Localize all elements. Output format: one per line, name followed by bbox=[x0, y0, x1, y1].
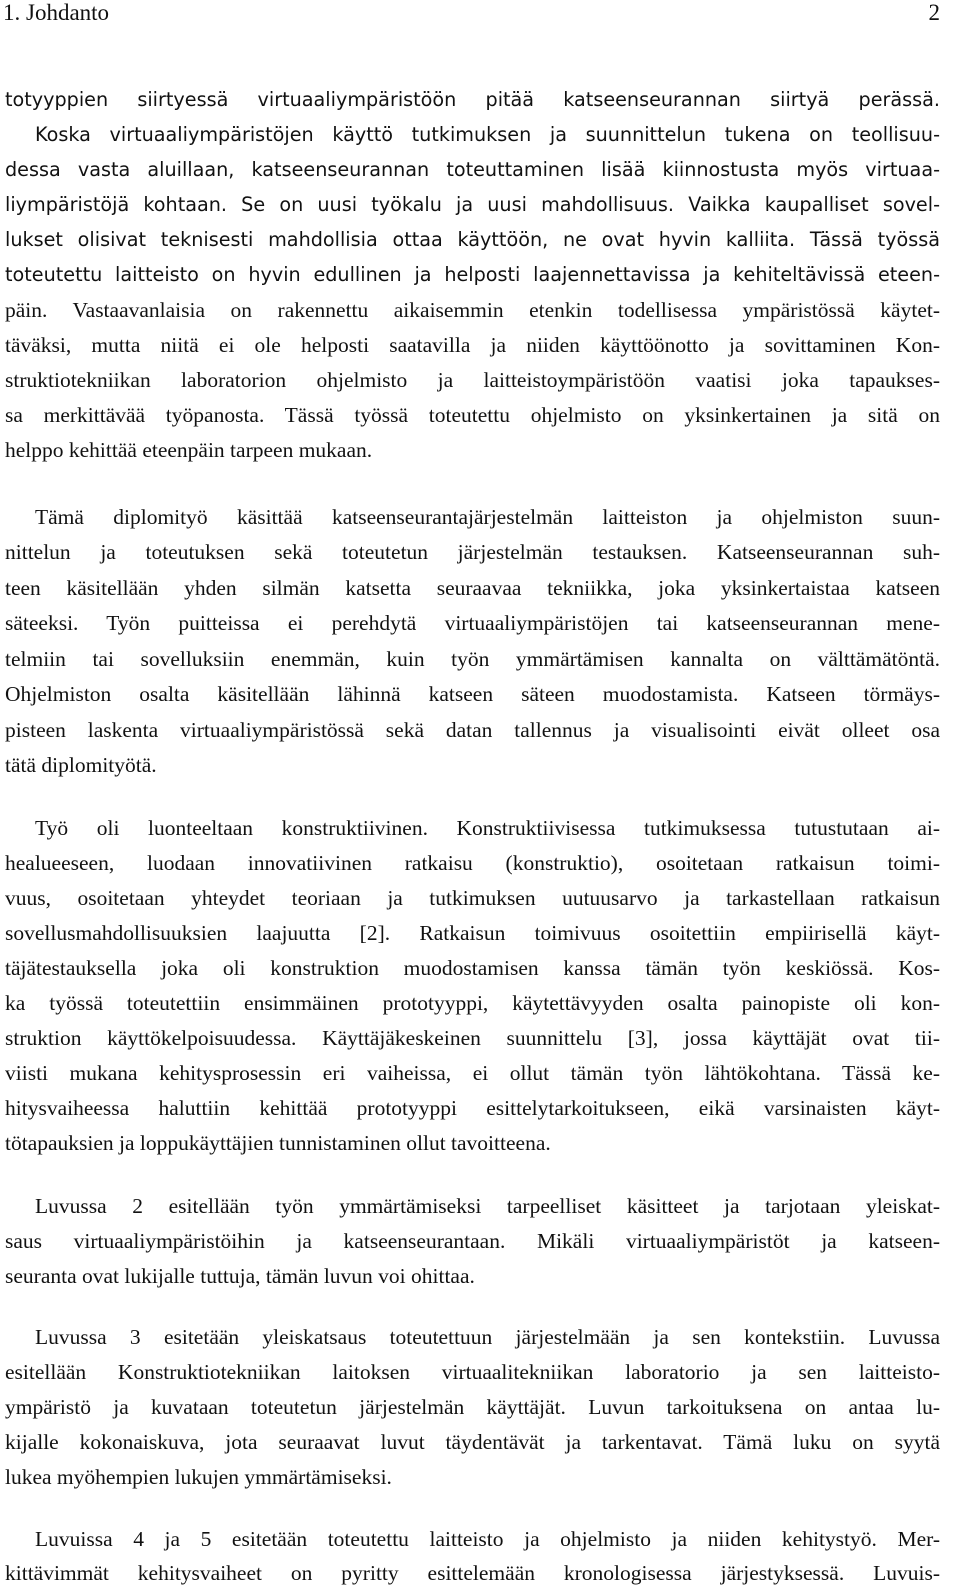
text-line: struktiotekniikan laboratorion ohjelmisto ja laitteistoympäristöön vaatisi joka tapaukses- bbox=[5, 368, 940, 392]
page-header bbox=[0, 0, 960, 30]
text-line: ka työssä toteutettiin ensimmäinen prototyyppi, käytettävyyden osalta painopiste oli kon- bbox=[5, 991, 940, 1015]
text-line: hitysvaiheessa haluttiin kehittää prototyyppi esittelytarkoitukseen, eikä varsinaisten käyt- bbox=[5, 1096, 940, 1120]
text-line: telmiin tai sovelluksiin enemmän, kuin työn ymmärtämisen kannalta on välttämätöntä. bbox=[5, 647, 940, 671]
text-line: Luvuissa 4 ja 5 esitetään toteutettu laitteisto ja ohjelmisto ja niiden kehitystyö. Mer- bbox=[35, 1527, 940, 1551]
text-line: struktion käyttökelpoisuudessa. Käyttäjäkeskeinen suunnittelu [3], jossa käyttäjät ovat tii- bbox=[5, 1026, 940, 1050]
text-line: liympäristöjä kohtaan. Se on uusi työkalu ja uusi mahdollisuus. Vaikka kaupalliset sovel- bbox=[5, 193, 940, 216]
text-line: tötapauksien ja loppukäyttäjien tunnistaminen ollut tavoitteena. bbox=[5, 1131, 551, 1155]
text-line: helppo kehittää eteenpäin tarpeen mukaan. bbox=[5, 438, 373, 462]
text-line: tätä diplomityötä. bbox=[5, 753, 157, 777]
text-line: Luvussa 3 esitetään yleiskatsaus toteutettuun järjestelmään ja sen kontekstiin. Luvussa bbox=[35, 1325, 940, 1349]
text-line: vuus, osoitetaan yhteydet teoriaan ja tutkimuksen uutuusarvo ja tarkastellaan ratkaisun bbox=[5, 886, 940, 910]
text-line: totyyppien siirtyessä virtuaaliympäristöön pitää katseenseurannan siirtyä perässä. bbox=[5, 88, 940, 111]
text-line: pisteen laskenta virtuaaliympäristössä sekä datan tallennus ja visualisointi eivät olleet osa bbox=[5, 718, 940, 742]
text-line: sa merkittävää työpanosta. Tässä työssä toteutettu ohjelmisto on yksinkertainen ja sitä on bbox=[5, 403, 940, 427]
text-line: kijalle kokonaiskuva, jota seuraavat luvut täydentävät ja tarkentavat. Tämä luku on syytä bbox=[5, 1430, 940, 1454]
text-line: täjätestauksella joka oli konstruktion muodostamisen kanssa tämän työn keskiössä. Kos- bbox=[5, 956, 940, 980]
text-line: nittelun ja toteutuksen sekä toteutetun järjestelmän testauksen. Katseenseurannan suh- bbox=[5, 540, 940, 564]
text-line: viisti mukana kehitysprosessin eri vaiheissa, ei ollut tämän työn lähtökohtana. Tässä ke- bbox=[5, 1061, 940, 1085]
text-line: ympäristö ja kuvataan toteutetun järjestelmän käyttäjät. Luvun tarkoituksena on antaa lu- bbox=[5, 1395, 940, 1419]
text-line: seuranta ovat lukijalle tuttuja, tämän luvun voi ohittaa. bbox=[5, 1264, 475, 1288]
text-line: esitellään Konstruktiotekniikan laitoksen virtuaalitekniikan laboratorio ja sen laitteisto- bbox=[5, 1360, 940, 1384]
text-line: kittävimmät kehitysvaiheet on pyritty esittelemään kronologisessa järjestyksessä. Luvuis- bbox=[5, 1561, 940, 1585]
text-line: Ohjelmiston osalta käsitellään lähinnä katseen säteen muodostamista. Katseen törmäys- bbox=[5, 682, 940, 706]
text-line: dessa vasta aluillaan, katseenseurannan toteuttaminen lisää kiinnostusta myös virtuaa- bbox=[5, 158, 940, 181]
text-line: saus virtuaaliympäristöihin ja katseenseurantaan. Mikäli virtuaaliympäristöt ja katseen- bbox=[5, 1229, 940, 1253]
text-line: teen käsitellään yhden silmän katsetta seuraavaa tekniikka, joka yksinkertaistaa katseen bbox=[5, 576, 940, 600]
text-line: toteutettu laitteisto on hyvin edullinen ja helposti laajennettavissa ja kehiteltävissä eteen- bbox=[5, 263, 940, 286]
text-line: Luvussa 2 esitellään työn ymmärtämiseksi tarpeelliset käsitteet ja tarjotaan yleiskat- bbox=[35, 1194, 940, 1218]
text-line: lukset olisivat teknisesti mahdollisia ottaa käyttöön, ne ovat hyvin kalliita. Tässä työssä bbox=[5, 228, 940, 251]
chapter-heading: 1. Johdanto bbox=[3, 0, 110, 25]
text-line: sovellusmahdollisuuksien laajuutta [2]. Ratkaisun toimivuus osoitettiin empiirisellä käyt- bbox=[5, 921, 940, 945]
page-number: 2 bbox=[928, 0, 940, 25]
text-line: lukea myöhempien lukujen ymmärtämiseksi. bbox=[5, 1465, 392, 1489]
text-line: täväksi, mutta niitä ei ole helposti saatavilla ja niiden käyttöönotto ja sovittaminen Kon- bbox=[5, 333, 940, 357]
text-line: Tämä diplomityö käsittää katseenseurantajärjestelmän laitteiston ja ohjelmiston suun- bbox=[35, 505, 940, 529]
text-line: säteeksi. Työn puitteissa ei perehdytä virtuaaliympäristöjen tai katseenseurannan mene- bbox=[5, 611, 940, 635]
text-line: healueeseen, luodaan innovatiivinen ratkaisu (konstruktio), osoitetaan ratkaisun toimi- bbox=[5, 851, 940, 875]
text-line: Koska virtuaaliympäristöjen käyttö tutkimuksen ja suunnittelun tukena on teollisuu- bbox=[35, 123, 940, 146]
text-line: päin. Vastaavanlaisia on rakennettu aikaisemmin etenkin todellisessa ympäristössä käytet- bbox=[5, 298, 940, 322]
text-line: Työ oli luonteeltaan konstruktiivinen. Konstruktiivisessa tutkimuksessa tutustutaan ai- bbox=[35, 816, 940, 840]
